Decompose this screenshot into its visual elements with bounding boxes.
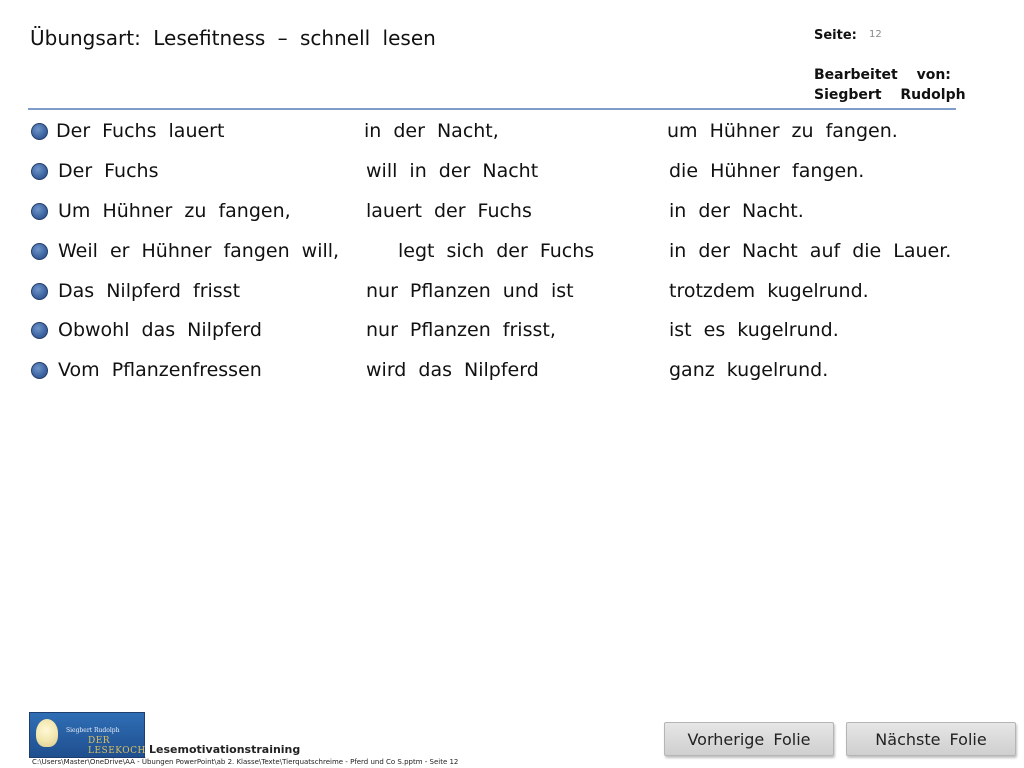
phrase-part-3: um Hühner zu fangen. [667, 120, 898, 142]
phrase-part-3: die Hühner fangen. [669, 160, 865, 182]
list-item [0, 236, 1024, 266]
phrase-part-2: nur Pflanzen und ist [366, 280, 574, 302]
page-title: Übungsart: Lesefitness – schnell lesen [30, 26, 436, 50]
phrase-part-3: in der Nacht auf die Lauer. [669, 240, 952, 262]
phrase-part-1: Um Hühner zu fangen, [58, 200, 291, 222]
logo-brand-text: DER LESEKOCH [88, 736, 146, 756]
logo-author-text: Siegbert Rudolph [66, 727, 120, 734]
bullet-icon[interactable] [31, 243, 48, 260]
phrase-part-2: wird das Nilpferd [366, 359, 539, 381]
phrase-part-3: ganz kugelrund. [669, 359, 829, 381]
bullet-icon[interactable] [31, 123, 48, 140]
footer-label: Lesemotivationstraining [149, 743, 301, 756]
bullet-icon[interactable] [31, 203, 48, 220]
phrase-part-2: lauert der Fuchs [366, 200, 532, 222]
lightbulb-icon [36, 719, 58, 747]
bullet-icon[interactable] [31, 322, 48, 339]
list-item [0, 355, 1024, 385]
phrase-part-1: Das Nilpferd frisst [58, 280, 241, 302]
page-number: 12 [869, 29, 882, 40]
page-label: Seite: [814, 28, 857, 43]
list-item [0, 156, 1024, 186]
phrase-part-3: in der Nacht. [669, 200, 804, 222]
list-item [0, 196, 1024, 226]
editor-label: Bearbeitet von: [814, 67, 951, 83]
list-item [0, 276, 1024, 306]
editor-name: Siegbert Rudolph [814, 87, 966, 103]
list-item [0, 116, 1024, 146]
phrase-part-2: nur Pflanzen frisst, [366, 319, 556, 341]
bullet-icon[interactable] [31, 283, 48, 300]
bullet-icon[interactable] [31, 362, 48, 379]
bullet-icon[interactable] [31, 163, 48, 180]
phrase-part-3: trotzdem kugelrund. [669, 280, 869, 302]
next-slide-button[interactable]: Nächste Folie [846, 722, 1016, 756]
phrase-part-2: in der Nacht, [364, 120, 499, 142]
previous-slide-button[interactable]: Vorherige Folie [664, 722, 834, 756]
phrase-part-1: Weil er Hühner fangen will, [58, 240, 340, 262]
phrase-part-1: Vom Pflanzenfressen [58, 359, 262, 381]
phrase-part-2: will in der Nacht [366, 160, 539, 182]
phrase-part-3: ist es kugelrund. [669, 319, 839, 341]
lesekoch-logo [29, 712, 145, 758]
phrase-part-2: legt sich der Fuchs [398, 240, 595, 262]
phrase-part-1: Der Fuchs lauert [56, 120, 225, 142]
list-item [0, 315, 1024, 345]
phrase-part-1: Obwohl das Nilpferd [58, 319, 262, 341]
file-path: C:\Users\Master\OneDrive\AA - Übungen PowerPoint\ab 2. Klasse\Texte\Tierquatschreime - Pferd und Co S.pptm - Seite 12 [32, 758, 459, 766]
phrase-part-1: Der Fuchs [58, 160, 159, 182]
header-divider [28, 108, 956, 110]
